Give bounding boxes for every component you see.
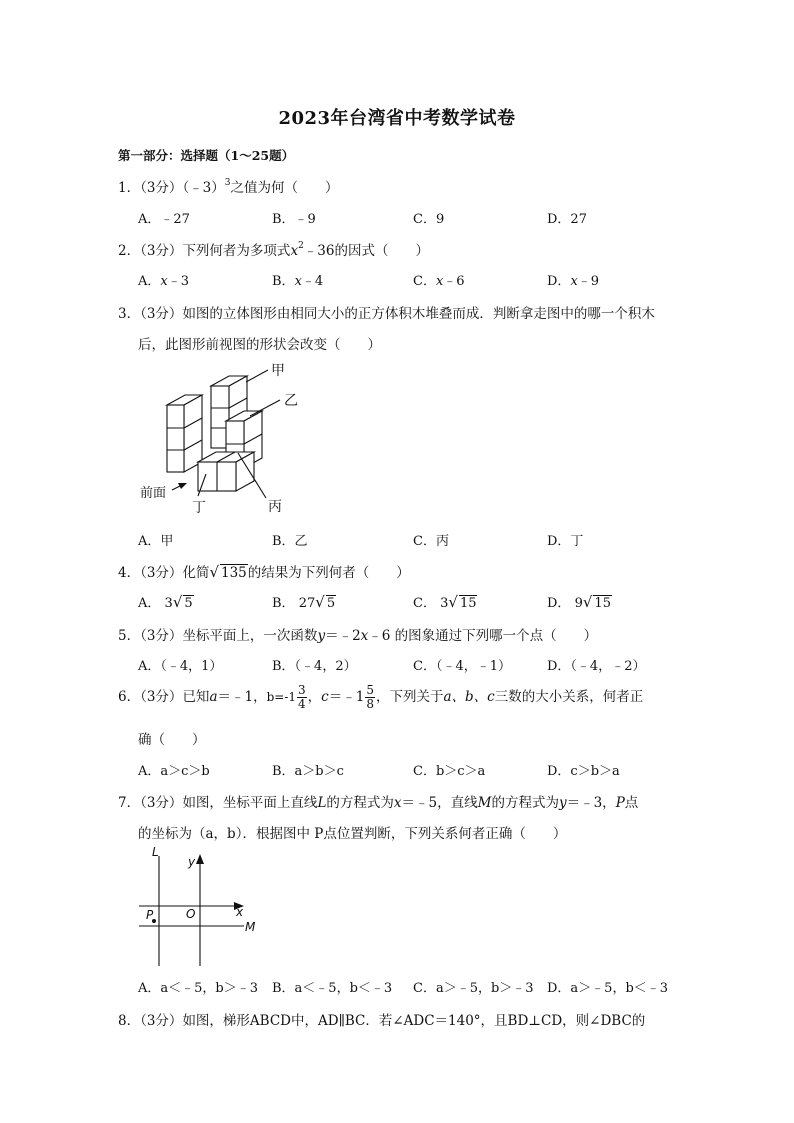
sqrt-icon: √ (172, 593, 183, 611)
q7-post: 点 (624, 795, 639, 811)
q3-number: 3． (118, 306, 141, 322)
q7-mid2: 的方程式为 (491, 795, 559, 811)
q2-score: （3分） (140, 243, 183, 259)
sqrt-icon: √ (448, 593, 458, 611)
sqrt-icon: √ (315, 593, 325, 611)
q7-L: L (317, 795, 327, 811)
q4-option-c: C． 3√ 15 (413, 593, 477, 611)
q7-M: M (477, 795, 492, 811)
q1-base: （﹣3） (182, 180, 225, 196)
q5-y: y (317, 628, 326, 644)
q1-option-a: A．﹣27 (138, 212, 190, 227)
q5-option-b: B．（﹣4，2） (272, 659, 357, 674)
label-O: O (186, 907, 196, 921)
question-4 (118, 561, 410, 581)
label-y: y (188, 855, 196, 869)
q8-number: 8． (118, 1013, 141, 1029)
q6-number: 6． (118, 689, 141, 705)
q4-radicand: 135 (221, 565, 247, 581)
q3-line1: 如图的立体图形由相同大小的正方体积木堆叠而成．判断拿走图中的哪一个积木 (182, 306, 655, 322)
q8-score: （3分） (140, 1013, 183, 1029)
q6-option-c: C．b＞c＞a (413, 764, 486, 779)
q1-number: 1． (118, 180, 141, 196)
q1-option-b: B．﹣9 (272, 212, 316, 227)
q7-eq2: ＝﹣3， (566, 795, 616, 811)
cube-stack-left (167, 395, 202, 472)
q6-line2: 确（ ） (138, 732, 206, 748)
q3-line2: 后，此图形前视图的形状会改变（ ） (138, 337, 381, 353)
label-P: P (146, 908, 154, 922)
q4-option-b: B． 27√ 5 (272, 593, 336, 611)
q2-option-c: C．x﹣6 (413, 274, 465, 289)
q1-option-d: D．27 (547, 212, 587, 227)
q5-option-c: C．（﹣4，﹣1） (413, 659, 511, 674)
q3-option-a: A．甲 (138, 534, 174, 549)
q7-coordinate-figure (134, 842, 264, 970)
question-5 (118, 624, 597, 644)
label-front: 前面 (140, 486, 167, 501)
q7-eq1x: x (393, 795, 402, 811)
q6-c: c (321, 689, 329, 705)
q5-option-d: D．（﹣4，﹣2） (547, 659, 646, 674)
q7-pre: 如图，坐标平面上直线 (182, 795, 318, 811)
q2-var: x (290, 243, 299, 259)
q1-option-c: C．9 (413, 212, 445, 227)
q2-pre: 下列何者为多项式 (182, 243, 291, 259)
q2-option-d: D．x﹣9 (547, 274, 600, 289)
section-heading: 第一部分：选择题（1～25题） (118, 148, 295, 163)
q7-option-c: C．a＞﹣5，b＞﹣3 (413, 981, 534, 996)
q4-post: 的结果为下列何者（ ） (247, 565, 410, 581)
q6-b-pre: b=-1 (266, 690, 297, 704)
q3-option-b: B．乙 (272, 534, 308, 549)
q7-eq2y: y (558, 795, 567, 811)
q2-option-a: A．x﹣3 (138, 274, 190, 289)
question-2 (118, 239, 429, 259)
label-leader-yi (250, 400, 280, 416)
q5-post: ﹣6 的图象通过下列哪一个点（ ） (368, 628, 598, 644)
q2-exponent: 2 (298, 241, 304, 251)
q5-score: （3分） (140, 628, 183, 644)
q6-c-fraction: $\frac{5}{8}$ (366, 683, 374, 711)
q7-number: 7． (118, 795, 141, 811)
q4-number: 4． (118, 565, 141, 581)
label-yi: 乙 (284, 393, 298, 409)
y-axis-arrow-icon (196, 854, 204, 864)
q1-exponent: 3 (224, 178, 231, 188)
q6-post2: 三数的大小关系，何者正 (494, 689, 644, 705)
q7-option-d: D．a＞﹣5，b＜﹣3 (547, 981, 669, 996)
q7-P: P (615, 795, 625, 811)
q3-option-d: D．丁 (547, 534, 584, 549)
q6-post: ，下列关于 (375, 689, 444, 705)
q7-line2: 的坐标为（a，b）．根据图中 P点位置判断，下列关系何者正确（ ） (138, 826, 567, 842)
sqrt-icon: √ (582, 593, 593, 611)
question-1 (118, 176, 339, 196)
question-8 (118, 1009, 645, 1029)
q5-option-a: A．（﹣4，1） (138, 659, 223, 674)
page-title: 2023年台湾省中考数学试卷 (278, 108, 516, 129)
q4-score: （3分） (140, 565, 183, 581)
q7-option-a: A．a＜﹣5，b＞﹣3 (138, 981, 259, 996)
q5-pre: 坐标平面上，一次函数 (182, 628, 318, 644)
q2-option-b: B．x﹣4 (272, 274, 324, 289)
q6-a: a (209, 689, 218, 705)
q7-eq1: ＝﹣5，直线 (401, 795, 478, 811)
q2-post: ﹣36的因式（ ） (303, 243, 429, 259)
question-3 (118, 302, 655, 322)
q1-text: 之值为何（ ） (230, 180, 339, 196)
q7-score: （3分） (140, 795, 183, 811)
sqrt-icon: √ (209, 563, 219, 581)
q7-option-b: B．a＜﹣5，b＜﹣3 (272, 981, 393, 996)
q4-option-d: D． 9√ 15 (547, 593, 611, 611)
q6-pre: 已知 (182, 689, 210, 705)
q7-mid1: 的方程式为 (326, 795, 394, 811)
q6-c-pre: ＝﹣1 (328, 689, 365, 705)
q3-cube-figure (134, 358, 324, 520)
cube-row-front (198, 452, 254, 491)
label-ding: 丁 (192, 500, 206, 516)
q1-score: （3分） (140, 180, 183, 196)
label-M: M (245, 920, 256, 934)
q3-option-c: C．丙 (413, 534, 449, 549)
label-bing: 丙 (268, 499, 282, 515)
label-leader-jia (246, 370, 268, 382)
q6-option-b: B．a＞b＞c (272, 764, 344, 779)
q6-abc: a、b、c (443, 689, 495, 705)
q6-b-fraction: $\frac{3}{4}$ (298, 683, 306, 711)
q4-pre: 化简 (182, 565, 210, 581)
q5-x: x (360, 628, 369, 644)
label-x: x (236, 905, 244, 919)
q8-text: 如图，梯形ABCD中，AD∥BC．若∠ADC＝140°，且BD⊥CD，则∠DBC的 (182, 1013, 646, 1029)
q6-a-val: ＝﹣1， (217, 689, 267, 705)
q5-eq: ＝﹣2 (325, 628, 361, 644)
q6-score: （3分） (140, 689, 183, 705)
q6-option-d: D．c＞b＞a (547, 764, 620, 779)
question-7 (118, 791, 638, 811)
label-jia: 甲 (271, 363, 285, 379)
q4-option-a: A． 3√ 5 (138, 593, 193, 611)
q5-number: 5． (118, 628, 141, 644)
label-L: L (152, 845, 159, 859)
question-6: 6．（3分）已知a＝﹣1，b=-1 $\frac{3}{4}$ ，c＝﹣1 $\frac{5}{8}$ ，下列关于a、b、c三数的大小关系，何者正 (118, 683, 644, 711)
q6-option-a: A．a＞c＞b (138, 764, 210, 779)
q3-score: （3分） (140, 306, 183, 322)
q2-number: 2． (118, 243, 141, 259)
